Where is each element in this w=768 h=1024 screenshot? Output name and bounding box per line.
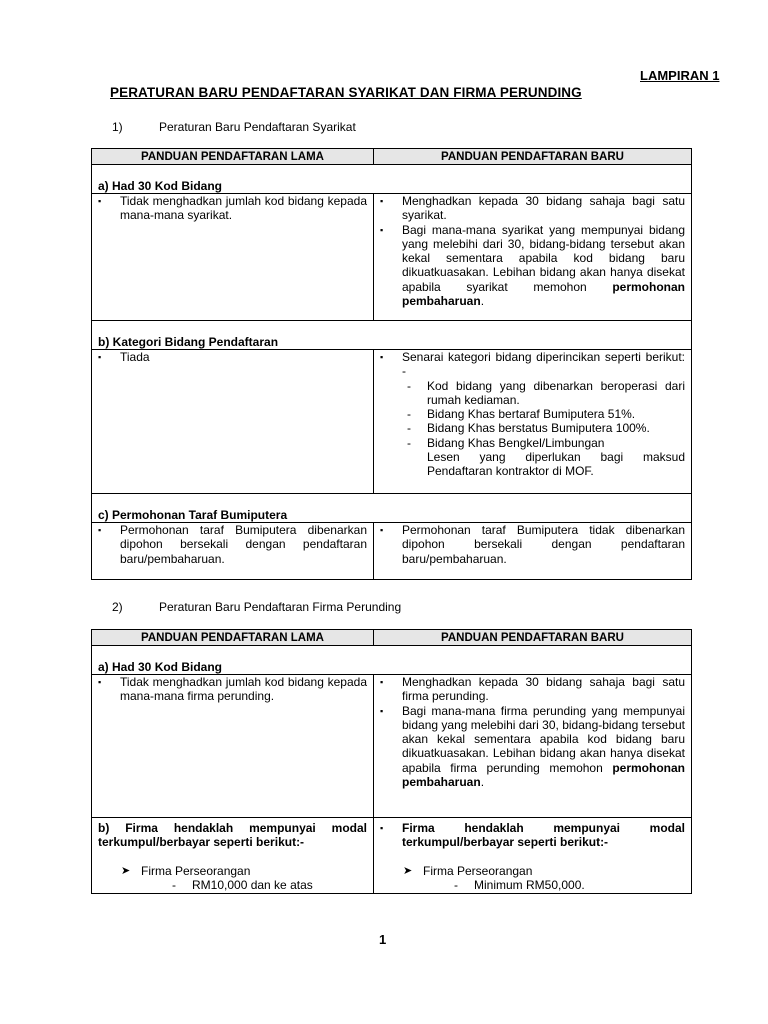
bullet-item: ▪ Firma hendaklah mempunyai modal terkumpul/berbayar seperti berikut:- (378, 821, 685, 850)
bullet-item: ▪ Tidak menghadkan jumlah kod bidang kepada mana-mana syarikat. (96, 194, 367, 223)
header-old: PANDUAN PENDAFTARAN LAMA (92, 149, 374, 165)
section-2-heading (112, 600, 401, 614)
category-c-title: c) Permohonan Taraf Bumiputera (92, 494, 692, 523)
table-header-row (92, 149, 692, 165)
arrow-item: ➤ Firma Perseorangan (378, 864, 685, 878)
lampiran-label: LAMPIRAN 1 (640, 68, 720, 83)
dash-item: - Bidang Khas berstatus Bumiputera 100%. (378, 421, 685, 435)
bullet-text: Bagi mana-mana firma perunding yang mempunyai bidang yang melebihi dari 30, bidang-bidang tersebut akan kekal sementara apabila kod bidang baru dikuatkuasakan. Lebihan bidang akan hanya disekat apabila firma perunding memohon (402, 703, 685, 775)
section-2-number: 2) (112, 600, 123, 614)
category-row (92, 494, 692, 523)
bold-text: permohonan pembaharuan (402, 279, 685, 309)
new-cell (374, 523, 692, 580)
page-number: 1 (379, 932, 387, 947)
content-row (92, 675, 692, 818)
bold-text: permohonan pembaharuan (402, 760, 685, 790)
old-cell (92, 818, 374, 894)
dash-item: - Kod bidang yang dibenarkan beroperasi dari rumah kediaman. (378, 379, 685, 408)
content-row (92, 350, 692, 494)
punctuation: . (480, 775, 485, 790)
section-1-heading (112, 120, 356, 134)
document-title: PERATURAN BARU PENDAFTARAN SYARIKAT DAN FIRMA PERUNDING (110, 85, 582, 100)
bullet-item: ▪ Senarai kategori bidang diperincikan seperti berikut: - (378, 350, 685, 379)
header-new: PANDUAN PENDAFTARAN BARU (374, 149, 692, 165)
bullet-item: ▪ Tiada (96, 350, 367, 364)
bullet-item: ▪ Permohonan taraf Bumiputera tidak dibenarkan dipohon bersekali dengan pendaftaran baru/pembaharuan. (378, 523, 685, 566)
category-a-title: a) Had 30 Kod Bidang (92, 646, 692, 675)
old-cell (92, 523, 374, 580)
bullet-item (378, 704, 685, 790)
dash-continuation: Lesen yang diperlukan bagi maksud Pendaftaran kontraktor di MOF. (427, 450, 685, 479)
section-1-number: 1) (112, 120, 123, 134)
old-cell (92, 675, 374, 818)
dash-item: - Minimum RM50,000. (378, 878, 685, 892)
table-syarikat (91, 148, 692, 580)
dash-item: - Bidang Khas Bengkel/Limbungan (378, 436, 685, 450)
new-cell (374, 194, 692, 321)
table-firma-perunding (91, 629, 692, 894)
new-cell (374, 818, 692, 894)
section-1-title: Peraturan Baru Pendaftaran Syarikat (159, 120, 356, 134)
content-row (92, 523, 692, 580)
old-cell (92, 194, 374, 321)
content-row (92, 818, 692, 894)
section-2-title: Peraturan Baru Pendaftaran Firma Perunding (159, 600, 402, 614)
dash-item: - RM10,000 dan ke atas (96, 878, 367, 892)
new-cell (374, 350, 692, 494)
header-old: PANDUAN PENDAFTARAN LAMA (92, 630, 374, 646)
bullet-item (378, 223, 685, 309)
category-row (92, 321, 692, 350)
arrow-item: ➤ Firma Perseorangan (96, 864, 367, 878)
punctuation: . (480, 294, 485, 309)
bullet-item: ▪ Menghadkan kepada 30 bidang sahaja bagi satu firma perunding. (378, 675, 685, 704)
bullet-item: ▪ Tidak menghadkan jumlah kod bidang kepada mana-mana firma perunding. (96, 675, 367, 704)
bullet-item: ▪ Permohonan taraf Bumiputera dibenarkan dipohon bersekali dengan pendaftaran baru/pembaharuan. (96, 523, 367, 566)
new-cell (374, 675, 692, 818)
dash-item: - Bidang Khas bertaraf Bumiputera 51%. (378, 407, 685, 421)
old-cell (92, 350, 374, 494)
category-row (92, 646, 692, 675)
category-row (92, 165, 692, 194)
bullet-text: Bagi mana-mana syarikat yang mempunyai bidang yang melebihi dari 30, bidang-bidang tersebut akan kekal sementara apabila kod bidang baru dikuatkuasakan. Lebihan bidang akan hanya disekat apabila syarikat memohon (402, 222, 685, 294)
content-row (92, 194, 692, 321)
header-new: PANDUAN PENDAFTARAN BARU (374, 630, 692, 646)
category-b-title: b) Kategori Bidang Pendaftaran (92, 321, 692, 350)
bullet-item: ▪ Menghadkan kepada 30 bidang sahaja bagi satu syarikat. (378, 194, 685, 223)
category-b-title: b) Firma hendaklah mempunyai modal terkumpul/berbayar seperti berikut:- (98, 821, 367, 850)
table-header-row (92, 630, 692, 646)
category-a-title: a) Had 30 Kod Bidang (92, 165, 692, 194)
